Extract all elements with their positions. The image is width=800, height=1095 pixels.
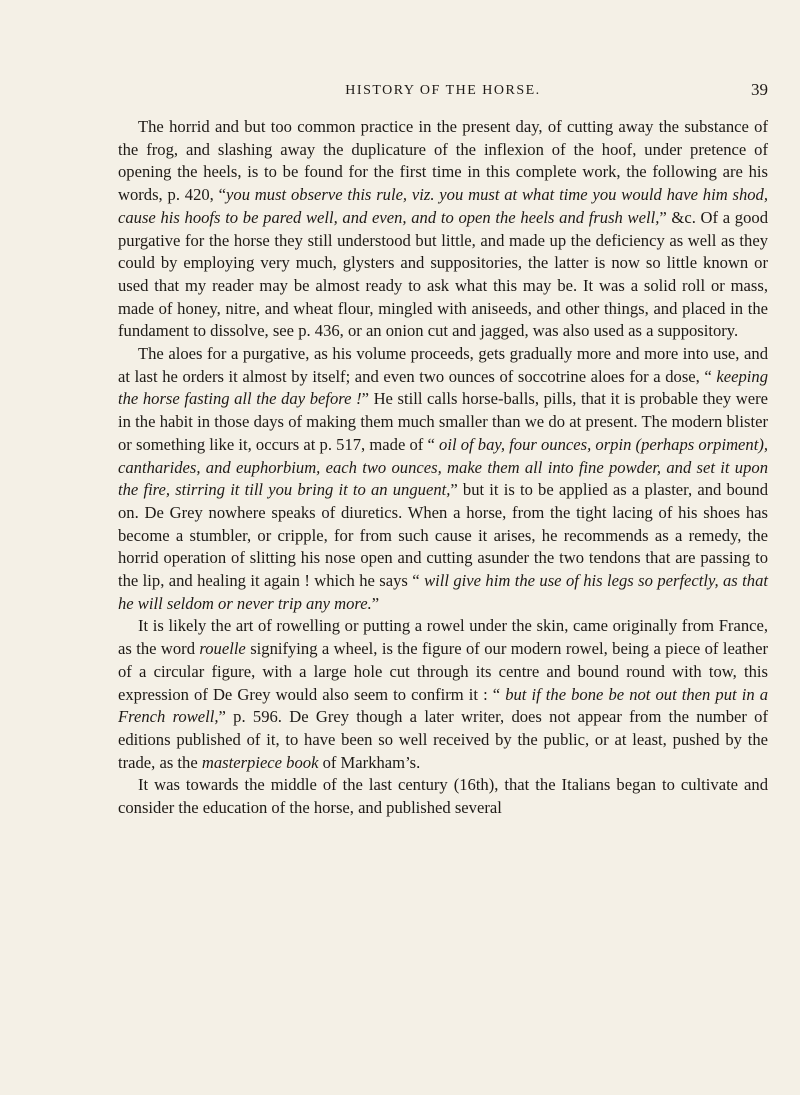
italic-quote: rouelle <box>199 639 246 659</box>
italic-quote: masterpiece book <box>201 752 319 772</box>
text-run: signifying a wheel, is the figure of our modern rowel, being a piece of leather of a circular figure, with a large hole cut through its centre and bound round with tow, this expression of De Grey would also seem to confirm it : “ <box>118 639 768 704</box>
italic-quote: oil of bay, four ounces, orpin (perhaps orpiment), cantharides, and euphorbium, each two ounces, make them all into fine powder, and set it upon the fire, stirring it till you bring it to an unguent, <box>118 434 769 500</box>
running-title: HISTORY OF THE HORSE. <box>345 83 541 98</box>
paragraph <box>118 343 768 615</box>
italic-quote: will give him the use of his legs so perfectly, as that he will seldom or never trip any more. <box>118 571 768 613</box>
text-run: The horrid and but too common practice in the present day, of cutting away the substance of the frog, and slashing away the duplicature of the inflexion of the hoof, under pretence of opening the heels, is to be found for the first time in this complete work, the following are his words, p. 420, “ <box>118 117 768 205</box>
page-number: 39 <box>751 80 768 99</box>
italic-quote: but if the bone be not out then put in a French rowell, <box>118 684 768 727</box>
paragraph <box>118 116 768 343</box>
text-run: It was towards the middle of the last century (16th), that the Italians began to cultivate and consider the education of the horse, and published several <box>118 775 768 818</box>
body-text <box>118 116 768 820</box>
text-run: It is likely the art of rowelling or putting a rowel under the skin, came originally from France, as the word <box>118 616 768 659</box>
text-run: of Markham’s. <box>318 752 421 772</box>
paragraph <box>118 615 768 774</box>
text-run: ” He still calls horse-balls, pills, that it is probable they were in the habit in those days of making them much smaller than we do at present. The modern blister or something like it, occurs at p. 517, made of “ <box>118 389 768 454</box>
paragraph <box>118 774 768 819</box>
text-run: The aloes for a purgative, as his volume proceeds, gets gradually more and more into use, and at last he orders it almost by itself; and even two ounces of soccotrine aloes for a dose, “ <box>118 344 768 386</box>
text-run: ” <box>371 593 380 613</box>
italic-quote: you must observe this rule, viz. you must at what time you would have him shod, cause his hoofs to be pared well, and even, and to open the heels and frush well, <box>118 185 768 227</box>
page-header <box>118 80 768 102</box>
text-run: ” &c. Of a good purgative for the horse they still understood but little, and made up the deficiency as well as they could by employing very much, glysters and suppositories, the latter is now so little known or used that my reader may be almost ready to ask what this may be. It was a solid roll or mass, made of honey, nitre, and wheat flour, mingled with aniseeds, and other things, and placed in the fundament to dissolve, see p. 436, or an onion cut and jagged, was also used as a suppository. <box>118 207 768 341</box>
italic-quote: keeping the horse fasting all the day before ! <box>118 366 768 409</box>
text-run: ” but it is to be applied as a plaster, and bound on. De Grey nowhere speaks of diuretics. When a horse, from the tight lacing of his shoes has become a stumbler, or cripple, for from such cause it arises, he recommends as a remedy, the horrid operation of slitting his nose open and cutting asunder the two tendons that are passing to the lip, and healing it again ! which he says “ <box>118 480 768 591</box>
text-run: ” p. 596. De Grey though a later writer, does not appear from the number of editions published of it, to have been so well received by the public, or at least, pushed by the trade, as the <box>118 707 769 772</box>
